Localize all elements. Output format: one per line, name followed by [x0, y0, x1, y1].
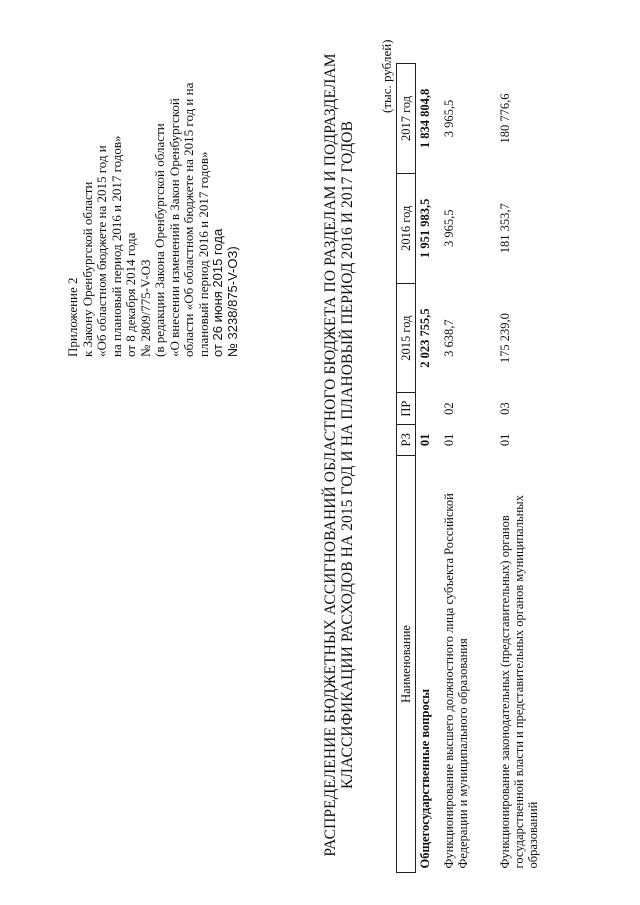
appendix-line: на плановый период 2016 и 2017 годов»	[108, 135, 124, 357]
table-row	[440, 64, 496, 873]
appendix-line: плановый период 2016 и 2017 годов»	[195, 151, 211, 357]
table-row	[496, 64, 546, 873]
row-name: Функционирование высшего должностного лица субъекта Российской Федерации и муниципального образования	[441, 493, 470, 869]
budget-table	[396, 63, 546, 873]
table-row	[416, 64, 440, 873]
row-2017: 3 965,5	[441, 99, 456, 138]
row-pr	[416, 393, 440, 424]
row-rz: 01	[497, 433, 512, 447]
row-2016: 3 965,5	[441, 209, 456, 248]
row-name: Функционирование законодательных (представительных) органов государственной власти и представительных органов муниципальных образований	[497, 495, 540, 869]
header-rz: РЗ	[397, 424, 416, 455]
appendix-line: от 8 декабря 2014 года	[123, 232, 138, 357]
row-rz: 01	[441, 433, 456, 447]
row-rz: 01	[418, 433, 432, 447]
row-2016: 181 353,7	[497, 203, 512, 254]
appendix-line: № 2809/775-V-ОЗ	[137, 259, 153, 357]
row-2015: 3 638,7	[441, 319, 456, 357]
units-label: (тыс. рублей)	[379, 39, 394, 113]
row-pr: 03	[497, 402, 512, 415]
row-2017: 180 776,6	[497, 93, 512, 144]
header-2015: 2015 год	[397, 283, 416, 393]
appendix-line: (в редакции Закона Оренбургской области	[152, 123, 167, 357]
document-title: РАСПРЕДЕЛЕНИЕ БЮДЖЕТНЫХ АССИГНОВАНИЙ ОБЛАСТНОГО БЮДЖЕТА ПО РАЗДЕЛАМ И ПОДРАЗДЕЛАМ КЛАССИФИКАЦИИ РАСХОДОВ НА 2015 ГОД И НА ПЛАНОВЫЙ ПЕРИОД 2016 И 2017 ГОДОВ	[322, 53, 356, 857]
appendix-block	[66, 57, 240, 357]
header-2016: 2016 год	[397, 173, 416, 283]
table-header-row	[397, 64, 416, 873]
amendment-number: № 3238/875-V-ОЗ)	[224, 246, 240, 357]
appendix-line: «О внесении изменений в Закон Оренбургской	[166, 98, 182, 357]
appendix-line: к Закону Оренбургской области	[79, 181, 95, 357]
appendix-line: области «Об областном бюджете на 2015 год и на	[181, 82, 196, 357]
row-2015: 2 023 755,5	[418, 308, 432, 368]
header-name: Наименование	[397, 455, 416, 872]
row-2017: 1 834 804,8	[418, 88, 432, 149]
row-2015: 175 239,0	[497, 313, 512, 364]
row-pr: 02	[441, 402, 456, 415]
appendix-line: «Об областном бюджете на 2015 год и	[94, 145, 109, 357]
header-2017: 2017 год	[397, 64, 416, 174]
row-name: Общегосударственные вопросы	[418, 688, 432, 869]
header-pr: ПР	[397, 393, 416, 424]
amendment-date: от 26 июня 2015 года	[210, 228, 225, 357]
appendix-line: Приложение 2	[65, 277, 80, 357]
row-2016: 1 951 983,5	[418, 198, 432, 258]
